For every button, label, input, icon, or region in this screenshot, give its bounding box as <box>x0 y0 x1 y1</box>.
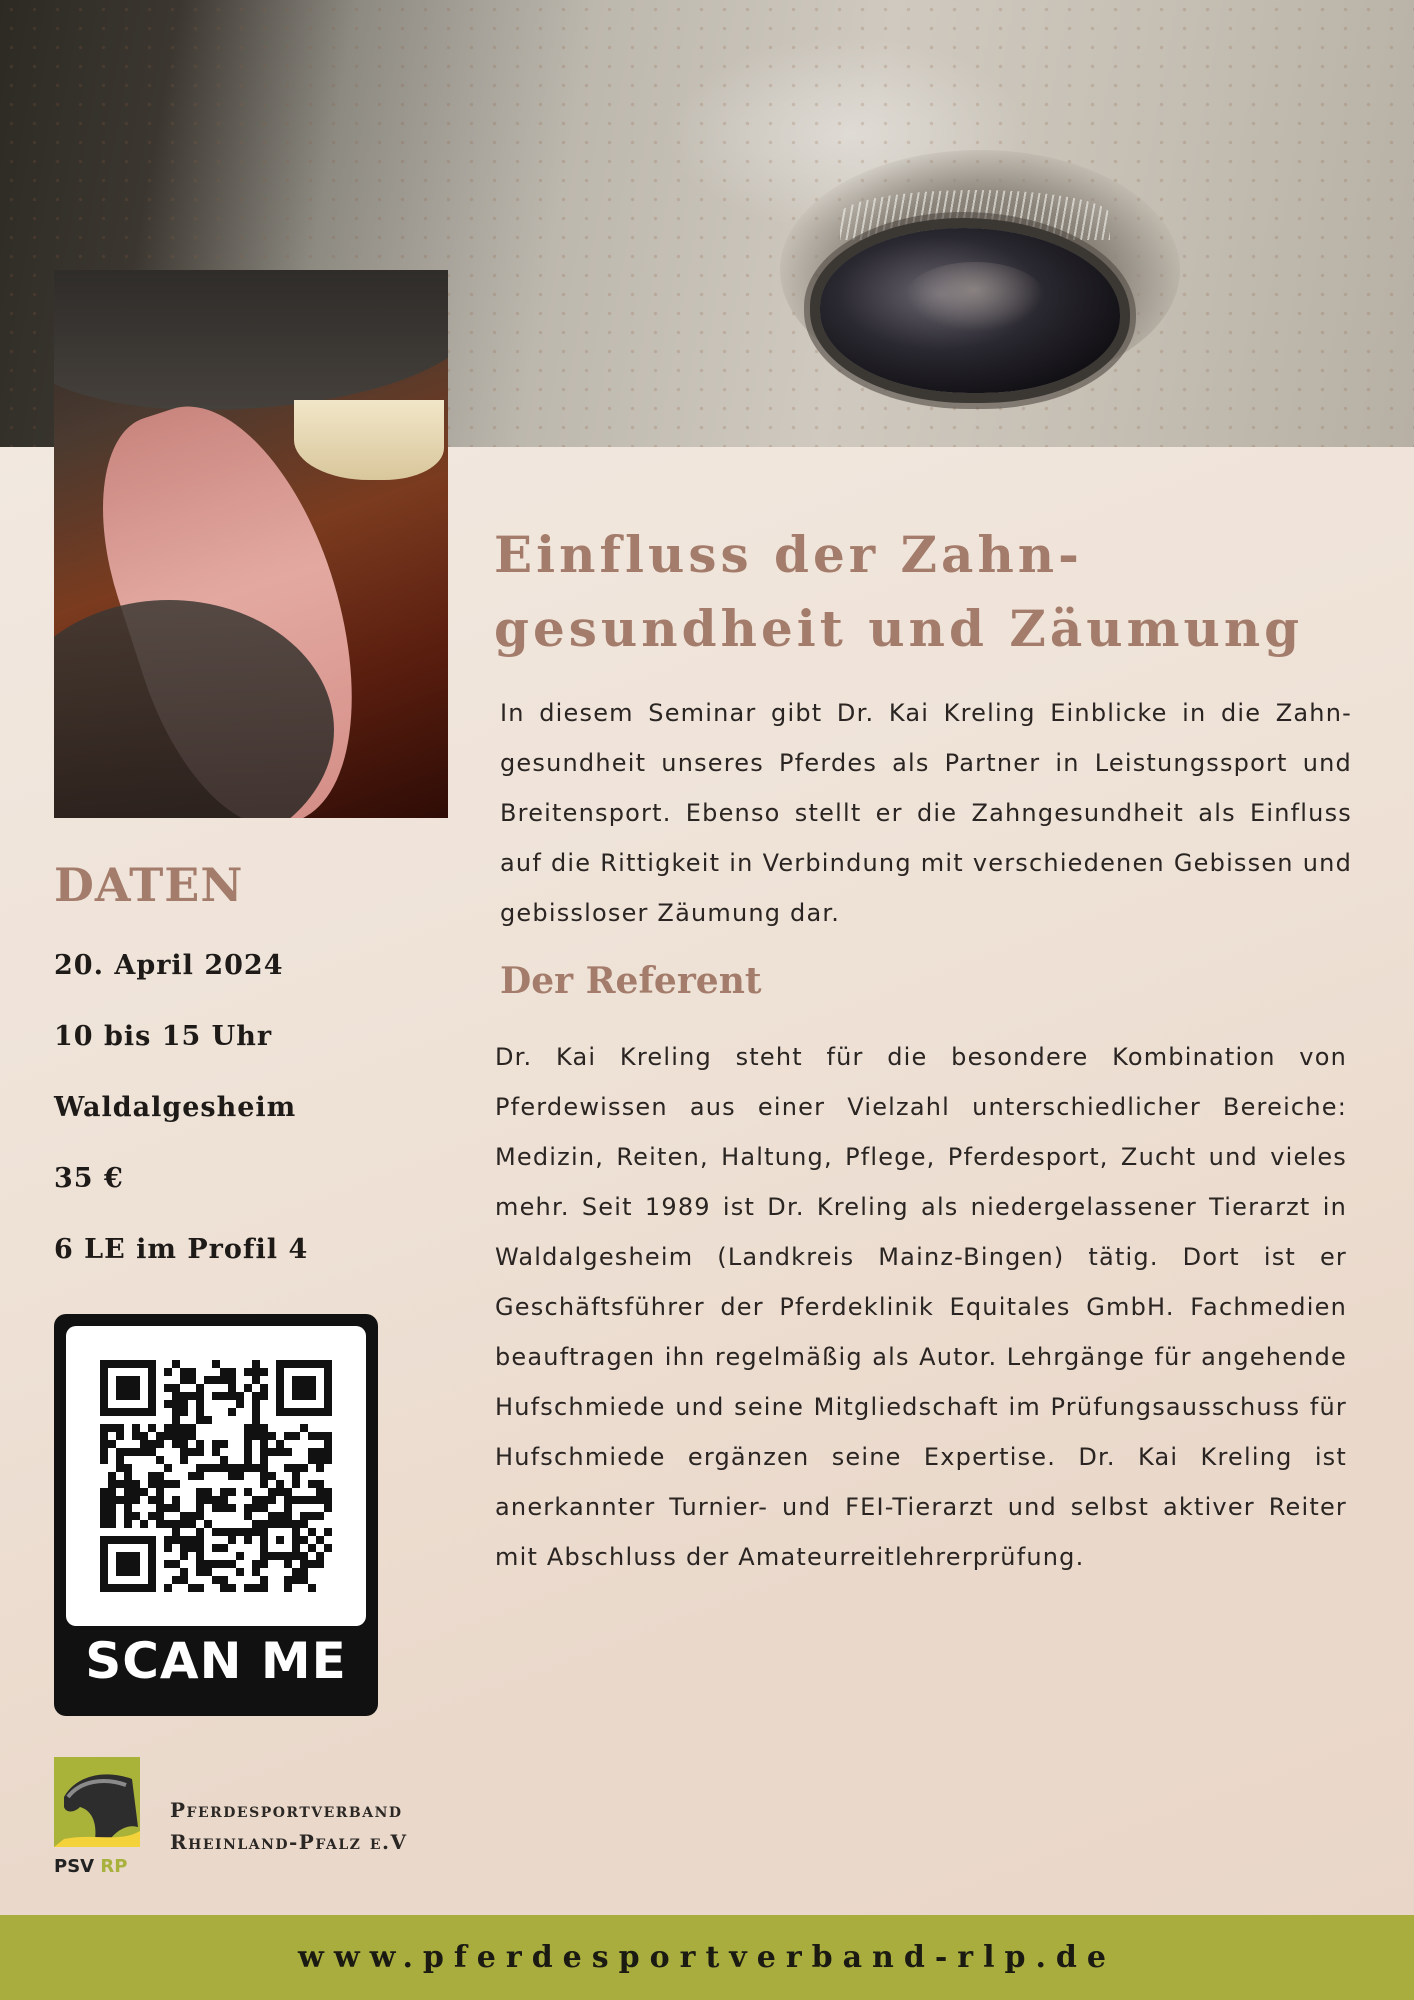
scan-me-label: SCAN ME <box>85 1632 347 1690</box>
eye-reflection <box>905 262 1045 332</box>
qr-code-card[interactable] <box>54 1314 378 1716</box>
footer-bar <box>0 1915 1414 2000</box>
logo-wordmark <box>54 1856 127 1877</box>
daten-time: 10 bis 15 Uhr <box>54 1021 273 1052</box>
psv-horse-logo-icon <box>54 1757 140 1847</box>
daten-price: 35 € <box>54 1163 124 1194</box>
page-title: Einfluss der Zahn-gesundheit und Zäumung <box>494 525 1304 658</box>
footer-website-link[interactable]: www.pferdesportverband-rlp.de <box>298 1940 1116 1975</box>
logo-psv-text: PSV <box>54 1856 95 1877</box>
horse-mouth-photo <box>54 270 448 818</box>
daten-credits: 6 LE im Profil 4 <box>54 1234 309 1265</box>
organization-line2: Rheinland-Pfalz e.V <box>170 1830 408 1854</box>
logo-rp-text: RP <box>100 1856 128 1877</box>
qr-code-frame <box>66 1326 366 1626</box>
daten-list <box>54 944 308 1299</box>
organization-line1: Pferdesportverband <box>170 1798 403 1822</box>
organization-name <box>170 1794 408 1858</box>
qr-code-icon <box>100 1360 332 1592</box>
intro-paragraph: In diesem Seminar gibt Dr. Kai Kreling Einblicke in die Zahn-gesundheit unseres Pferdes als Partner in Leistungssport und Breitensport. Ebenso stellt er die Zahngesundheit als Einfluss auf die Rittigkeit in Verbindung mit verschiedenen Gebissen und gebissloser Zäumung dar. <box>500 699 1352 927</box>
daten-heading: DATEN <box>54 858 244 912</box>
upper-lip <box>54 270 448 410</box>
referent-heading: Der Referent <box>500 960 762 1002</box>
referent-bio: Dr. Kai Kreling steht für die besondere Kombination von Pferdewissen aus einer Vielzahl unterschiedlicher Bereiche: Medizin, Reiten, Haltung, Pflege, Pferdesport, Zucht und vieles mehr. Seit 1989 ist Dr. Kreling als niedergelassener Tierarzt in Waldalgesheim (Landkreis Mainz-Bingen) tätig. Dort ist er Geschäftsführer der Pferdeklinik Equitales GmbH. Fachmedien beauftragen ihn regelmäßig als Autor. Lehrgänge für angehende Hufschmiede und seine Mitgliedschaft im Prüfungsausschuss für Hufschmiede ergänzen seine Expertise. Dr. Kai Kreling ist anerkannter Turnier- und FEI-Tierarzt und selbst aktiver Reiter mit Abschluss der Amateurreitlehrerprüfung. <box>495 1043 1347 1571</box>
teeth <box>294 400 444 480</box>
daten-date: 20. April 2024 <box>54 950 284 981</box>
daten-location: Waldalgesheim <box>54 1092 297 1123</box>
